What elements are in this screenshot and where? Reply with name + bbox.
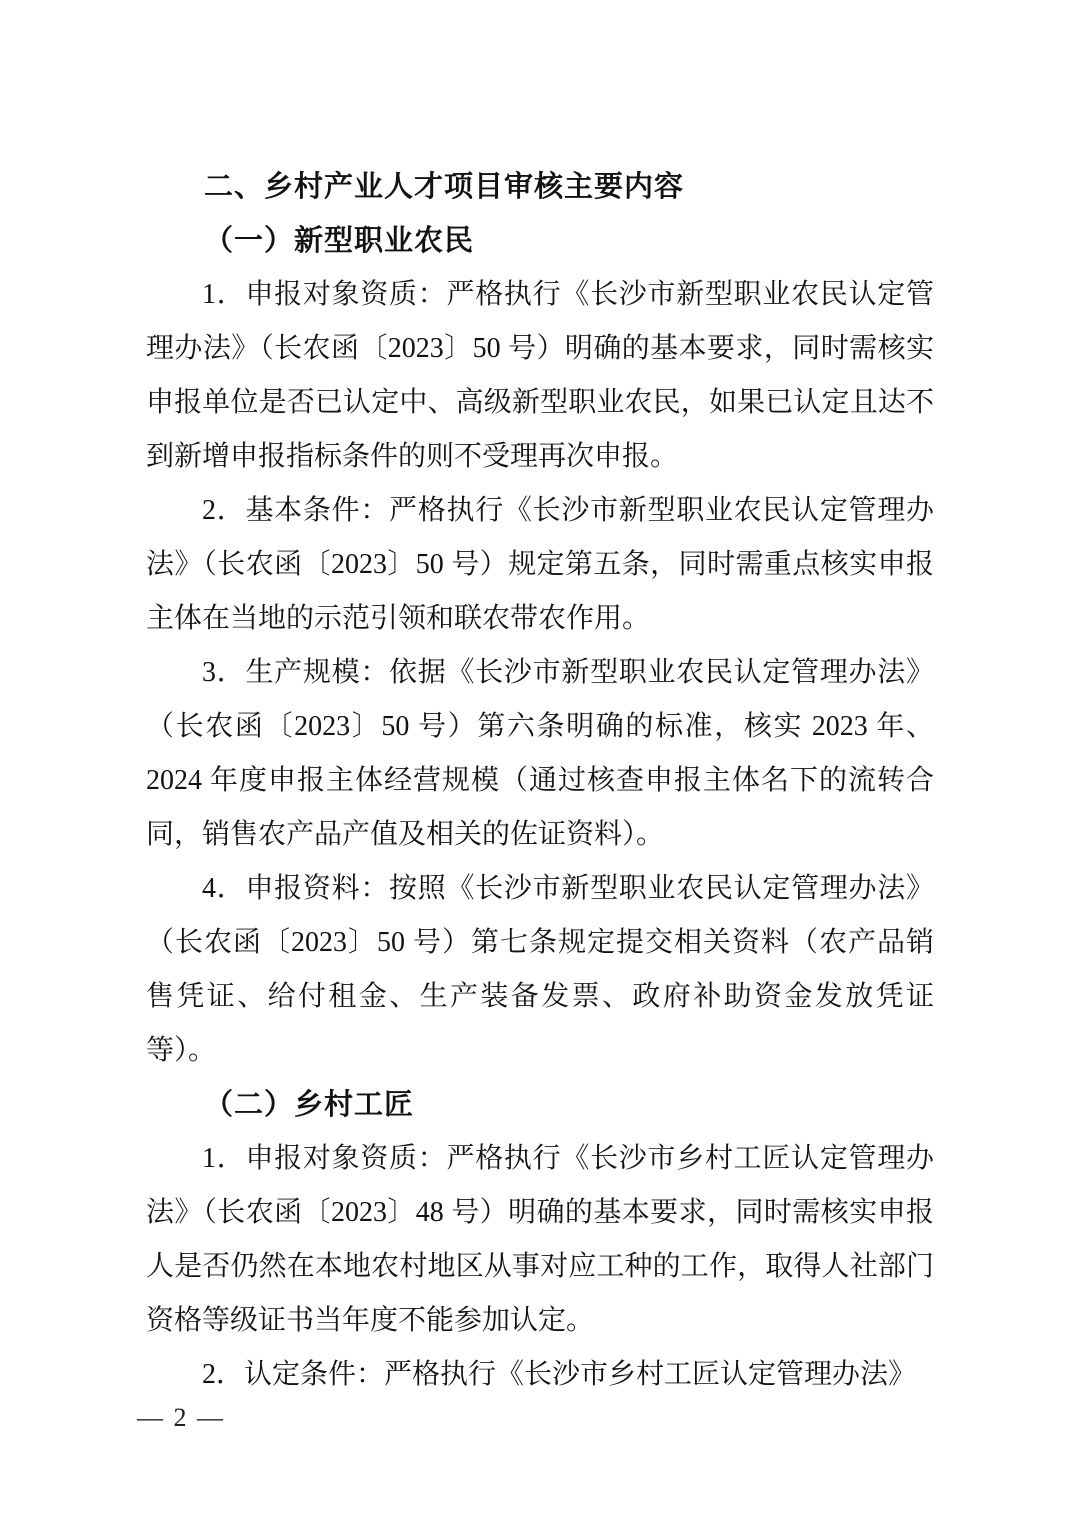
paragraph-farmers-1: 1．申报对象资质：严格执行《长沙市新型职业农民认定管理办法》（长农函〔2023〕50 号）明确的基本要求，同时需核实申报单位是否已认定中、高级新型职业农民，如果已认定且达不到新增申报指标条件的则不受理再次申报。 <box>146 279 934 472</box>
section-heading: 二、乡村产业人才项目审核主要内容 <box>204 171 685 203</box>
paragraph-farmers-4: 4．申报资料：按照《长沙市新型职业农民认定管理办法》（长农函〔2023〕50 号）第七条规定提交相关资料（农产品销售凭证、给付租金、生产装备发票、政府补助资金发放凭证等）。 <box>146 873 934 1066</box>
paragraph-craftsmen-1: 1．申报对象资质：严格执行《长沙市乡村工匠认定管理办法》（长农函〔2023〕48 号）明确的基本要求，同时需核实申报人是否仍然在本地农村地区从事对应工种的工作，取得人社部门资格等级证书当年度不能参加认定。 <box>146 1143 934 1336</box>
document-body <box>146 160 934 1402</box>
paragraph-farmers-2: 2．基本条件：严格执行《长沙市新型职业农民认定管理办法》（长农函〔2023〕50 号）规定第五条，同时需重点核实申报主体在当地的示范引领和联农带农作用。 <box>146 495 934 634</box>
paragraph-craftsmen-2: 2．认定条件：严格执行《长沙市乡村工匠认定管理办法》 <box>202 1359 917 1390</box>
paragraph-farmers-3: 3．生产规模：依据《长沙市新型职业农民认定管理办法》（长农函〔2023〕50 号）第六条明确的标准，核实 2023 年、2024 年度申报主体经营规模（通过核查申报主体名下的流转合同，销售农产品产值及相关的佐证资料）。 <box>146 657 934 850</box>
page-number: — 2 — <box>137 1403 225 1432</box>
page-footer <box>137 1398 225 1438</box>
subsection-heading-new-farmers: （一）新型职业农民 <box>204 225 475 257</box>
subsection-heading-rural-craftsmen: （二）乡村工匠 <box>204 1089 415 1121</box>
